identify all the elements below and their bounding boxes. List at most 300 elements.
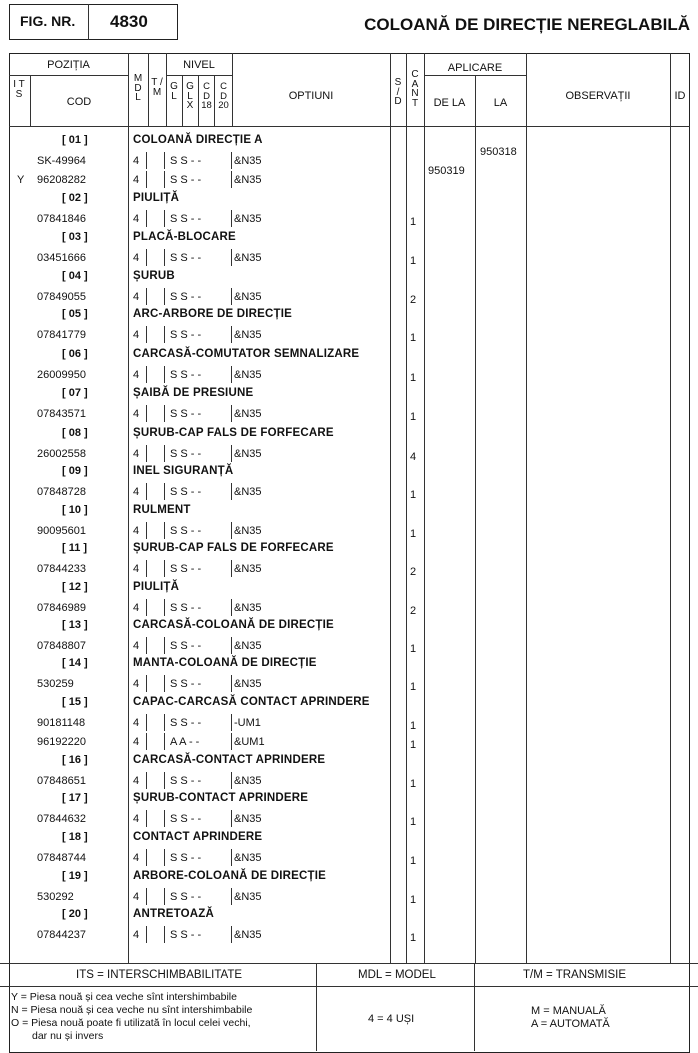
part-name: ARC-ARBORE DE DIRECȚIE [133,308,293,320]
part-name: CARCASĂ-CONTACT APRINDERE [133,754,326,766]
fig-number: 4830 [110,12,148,31]
part-code: 530259 [37,678,74,690]
legend-its-o2: dar nu și invers [32,1030,104,1042]
quantity-cell: 1 [410,216,417,228]
page-title: COLOANĂ DE DIRECȚIE NEREGLABILĂ [364,15,690,34]
position-number: [ 18 ] [62,831,88,843]
header-cant: C A N T [411,69,419,109]
cell-divider [146,405,147,422]
option-cell: &N35 [234,213,262,225]
cell-divider [231,926,232,943]
cell-divider [231,210,232,227]
model-cell: 4 [133,408,140,420]
part-name: ANTRETOAZĂ [133,908,215,920]
cell-divider [231,152,232,169]
from-date-cell: 950319 [428,165,465,177]
option-cell: &N35 [234,448,262,460]
cell-divider [146,326,147,343]
quantity-cell: 1 [410,816,417,828]
part-name: ȘURUB [133,270,175,282]
model-cell: 4 [133,213,140,225]
model-cell: 4 [133,291,140,303]
nivel-cell: S S - - [170,174,202,186]
legend-its-y: Y = Piesa nouă și cea veche sînt intershimbabile [11,991,237,1003]
model-cell: 4 [133,813,140,825]
part-name: CAPAC-CARCASĂ CONTACT APRINDERE [133,696,370,708]
option-cell: &N35 [234,291,262,303]
legend-divider-2 [474,963,475,1051]
quantity-cell: 1 [410,332,417,344]
cell-divider [146,522,147,539]
legend-top-line [0,963,698,964]
cell-divider [231,249,232,266]
cell-divider [146,288,147,305]
part-name: RULMENT [133,504,191,516]
header-nivel: NIVEL [183,59,215,71]
table-row [0,714,698,733]
header-its: I T S [13,79,25,100]
position-number: [ 14 ] [62,657,88,669]
nivel-cell: S S - - [170,213,202,225]
cell-divider [146,926,147,943]
part-name: CARCASĂ-COMUTATOR SEMNALIZARE [133,348,360,360]
section-header [0,426,698,445]
part-name: INEL SIGURANȚĂ [133,465,234,477]
section-header [0,791,698,810]
table-row [0,849,698,868]
legend-its-n: N = Piesa nouă și cea veche nu sînt intershimbabile [11,1004,253,1016]
position-number: [ 12 ] [62,581,88,593]
part-code: 90181148 [37,717,86,729]
nivel-cell: S S - - [170,640,202,652]
quantity-cell: 1 [410,855,417,867]
option-cell: -UM1 [234,717,261,729]
cell-divider [164,599,165,616]
option-cell: &N35 [234,525,262,537]
option-cell: &UM1 [234,736,265,748]
quantity-cell: 4 [410,451,417,463]
position-number: [ 11 ] [62,542,88,554]
nivel-cell: S S - - [170,329,202,341]
nivel-cell: S S - - [170,525,202,537]
part-code: 07844632 [37,813,86,825]
cell-divider [231,772,232,789]
model-cell: 4 [133,775,140,787]
position-number: [ 15 ] [62,696,88,708]
cell-divider [164,249,165,266]
cell-divider [231,599,232,616]
nivel-cell: S S - - [170,929,202,941]
option-cell: &N35 [234,775,262,787]
table-row [0,146,698,171]
legend-mid-line [0,986,698,987]
part-code: 07841846 [37,213,86,225]
part-name: ȘURUB-CAP FALS DE FORFECARE [133,542,334,554]
nivel-cell: S S - - [170,563,202,575]
cell-divider [146,637,147,654]
cell-divider [164,366,165,383]
section-header [0,541,698,560]
option-cell: &N35 [234,640,262,652]
nivel-cell: S S - - [170,678,202,690]
table-row [0,326,698,345]
legend-tm-m: M = MANUALĂ [531,1005,606,1017]
table-row [0,405,698,424]
part-name: ARBORE-COLOANĂ DE DIRECȚIE [133,870,327,882]
model-cell: 4 [133,486,140,498]
part-name: CONTACT APRINDERE [133,831,263,843]
col-line-gl [182,75,183,126]
header-cd18: C D 18 [201,81,212,111]
cell-divider [164,522,165,539]
table-row [0,560,698,579]
cell-divider [231,288,232,305]
aplicare-underline [424,75,526,76]
part-code: 26009950 [37,369,86,381]
cell-divider [231,171,232,188]
model-cell: 4 [133,678,140,690]
option-cell: &N35 [234,891,262,903]
part-code: 26002558 [37,448,86,460]
cell-divider [164,849,165,866]
cell-divider [164,733,165,750]
its-cell: Y [17,174,25,186]
nivel-cell: S S - - [170,408,202,420]
part-code: 07841779 [37,329,86,341]
legend-tm-title: T/M = TRANSMISIE [523,969,626,981]
option-cell: &N35 [234,155,262,167]
header-optiuni: OPTIUNI [288,90,334,102]
cell-divider [146,733,147,750]
quantity-cell: 1 [410,894,417,906]
table-row [0,249,698,268]
model-cell: 4 [133,174,140,186]
table-row [0,445,698,464]
legend-its-title: ITS = INTERSCHIMBABILITATE [76,969,243,981]
to-date-cell: 950318 [480,146,517,158]
cell-divider [164,405,165,422]
cell-divider [164,152,165,169]
option-cell: &N35 [234,252,262,264]
table-row [0,926,698,945]
part-code: 90095601 [37,525,86,537]
nivel-cell: S S - - [170,486,202,498]
model-cell: 4 [133,852,140,864]
model-cell: 4 [133,602,140,614]
part-name: COLOANĂ DIRECȚIE A [133,134,263,146]
cell-divider [231,405,232,422]
part-code: SK-49964 [37,155,86,167]
position-number: [ 19 ] [62,870,88,882]
quantity-cell: 1 [410,720,417,732]
cell-divider [231,366,232,383]
cell-divider [146,599,147,616]
section-header [0,869,698,888]
option-cell: &N35 [234,602,262,614]
section-header [0,307,698,326]
table-row [0,675,698,694]
position-number: [ 13 ] [62,619,88,631]
section-header [0,464,698,483]
legend-divider-1 [316,963,317,1051]
cell-divider [231,675,232,692]
cell-divider [164,675,165,692]
col-line-cd18 [214,75,215,126]
legend-tm-a: A = AUTOMATĂ [531,1018,610,1030]
nivel-cell: S S - - [170,813,202,825]
legend-mdl-title: MDL = MODEL [358,969,436,981]
header-glx: G L X [186,81,194,111]
part-code: 07844233 [37,563,86,575]
option-cell: &N35 [234,852,262,864]
quantity-cell: 1 [410,411,417,423]
quantity-cell: 1 [410,932,417,944]
nivel-cell: S S - - [170,369,202,381]
quantity-cell: 1 [410,489,417,501]
section-header [0,191,698,210]
table-row [0,483,698,502]
nivel-cell: S S - - [170,852,202,864]
header-observatii: OBSERVAȚII [565,90,631,102]
cell-divider [146,483,147,500]
option-cell: &N35 [234,563,262,575]
section-header [0,618,698,637]
position-number: [ 04 ] [62,270,88,282]
option-cell: &N35 [234,678,262,690]
model-cell: 4 [133,252,140,264]
header-bottom-line [9,126,690,127]
header-aplicare: APLICARE [447,62,503,74]
position-number: [ 07 ] [62,387,88,399]
section-header [0,695,698,714]
cell-divider [146,249,147,266]
col-line-cd20 [232,53,233,126]
part-code: 07844237 [37,929,86,941]
quantity-cell: 2 [410,566,417,578]
part-name: ȘURUB-CAP FALS DE FORFECARE [133,427,334,439]
table-row [0,599,698,618]
legend-mdl-value: 4 = 4 UȘI [368,1013,415,1025]
table-row [0,366,698,385]
part-name: MANTA-COLOANĂ DE DIRECȚIE [133,657,317,669]
part-name: PIULIȚĂ [133,192,180,204]
model-cell: 4 [133,929,140,941]
cell-divider [164,888,165,905]
cell-divider [231,483,232,500]
header-la: LA [493,97,508,109]
pozitia-underline [9,75,128,76]
part-code: 07848651 [37,775,86,787]
cell-divider [146,772,147,789]
section-header [0,907,698,926]
position-number: [ 17 ] [62,792,88,804]
position-number: [ 08 ] [62,427,88,439]
cell-divider [231,522,232,539]
model-cell: 4 [133,155,140,167]
nivel-cell: S S - - [170,291,202,303]
table-row [0,888,698,907]
cell-divider [164,772,165,789]
model-cell: 4 [133,329,140,341]
cell-divider [146,888,147,905]
cell-divider [146,810,147,827]
quantity-cell: 1 [410,528,417,540]
nivel-cell: S S - - [170,717,202,729]
quantity-cell: 1 [410,739,417,751]
cell-divider [146,152,147,169]
cell-divider [146,171,147,188]
header-sd: S / D [394,77,402,107]
table-row [0,772,698,791]
model-cell: 4 [133,640,140,652]
position-number: [ 16 ] [62,754,88,766]
position-number: [ 09 ] [62,465,88,477]
model-cell: 4 [133,736,140,748]
quantity-cell: 1 [410,681,417,693]
cell-divider [231,733,232,750]
option-cell: &N35 [234,369,262,381]
quantity-cell: 2 [410,294,417,306]
fig-label: FIG. NR. [20,13,76,29]
part-code: 07848807 [37,640,86,652]
position-number: [ 20 ] [62,908,88,920]
position-number: [ 10 ] [62,504,88,516]
part-code: 530292 [37,891,74,903]
cell-divider [146,849,147,866]
part-code: 07846989 [37,602,86,614]
option-cell: &N35 [234,486,262,498]
part-name: ȘURUB-CONTACT APRINDERE [133,792,309,804]
table-row [0,210,698,229]
legend-its-o1: O = Piesa nouă poate fi utilizată în locul celei vechi, [11,1017,251,1029]
cell-divider [231,888,232,905]
nivel-cell: A A - - [170,736,200,748]
cell-divider [164,714,165,731]
option-cell: &N35 [234,813,262,825]
position-number: [ 02 ] [62,192,88,204]
cell-divider [231,560,232,577]
model-cell: 4 [133,717,140,729]
quantity-cell: 1 [410,255,417,267]
part-name: ȘAIBĂ DE PRESIUNE [133,387,254,399]
section-header [0,830,698,849]
cell-divider [146,366,147,383]
table-row [0,288,698,307]
section-header [0,753,698,772]
quantity-cell: 1 [410,778,417,790]
cell-divider [231,849,232,866]
cell-divider [164,171,165,188]
nivel-cell: S S - - [170,891,202,903]
cell-divider [146,675,147,692]
header-tm: T / M [151,77,163,98]
position-number: [ 05 ] [62,308,88,320]
section-header [0,386,698,405]
cell-divider [164,210,165,227]
section-header [0,503,698,522]
header-cod: COD [66,96,92,108]
part-code: 07848744 [37,852,86,864]
cell-divider [231,810,232,827]
table-row [0,637,698,656]
option-cell: &N35 [234,329,262,341]
header-id: ID [674,90,686,102]
fig-box-divider [88,4,89,40]
cell-divider [231,445,232,462]
part-code: 96192220 [37,736,86,748]
option-cell: &N35 [234,929,262,941]
cell-divider [231,326,232,343]
table-row [0,810,698,829]
section-header [0,656,698,675]
header-mdl: M D L [133,73,143,103]
quantity-cell: 2 [410,605,417,617]
table-row [0,165,698,190]
header-pozitia: POZIȚIA [47,59,90,71]
model-cell: 4 [133,525,140,537]
header-cd20: C D 20 [218,81,229,111]
model-cell: 4 [133,563,140,575]
nivel-cell: S S - - [170,155,202,167]
position-number: [ 03 ] [62,231,88,243]
cell-divider [231,637,232,654]
cell-divider [231,714,232,731]
section-header [0,269,698,288]
cell-divider [164,926,165,943]
cell-divider [164,483,165,500]
section-header [0,580,698,599]
section-header [0,230,698,249]
cell-divider [146,560,147,577]
part-code: 07848728 [37,486,86,498]
position-number: [ 06 ] [62,348,88,360]
model-cell: 4 [133,369,140,381]
header-de-la: DE LA [433,97,466,109]
part-code: 03451666 [37,252,86,264]
part-name: PIULIȚĂ [133,581,180,593]
option-cell: &N35 [234,408,262,420]
model-cell: 4 [133,891,140,903]
part-code: 07843571 [37,408,86,420]
table-row [0,733,698,752]
quantity-cell: 1 [410,372,417,384]
nivel-underline [166,75,232,76]
section-header [0,133,698,152]
nivel-cell: S S - - [170,448,202,460]
nivel-cell: S S - - [170,775,202,787]
part-code: 96208282 [37,174,86,186]
option-cell: &N35 [234,174,262,186]
model-cell: 4 [133,448,140,460]
nivel-cell: S S - - [170,252,202,264]
cell-divider [146,210,147,227]
quantity-cell: 1 [410,643,417,655]
cell-divider [164,560,165,577]
cell-divider [164,637,165,654]
position-number: [ 01 ] [62,134,88,146]
part-name: CARCASĂ-COLOANĂ DE DIRECȚIE [133,619,334,631]
cell-divider [164,326,165,343]
part-code: 07849055 [37,291,86,303]
section-header [0,347,698,366]
cell-divider [164,445,165,462]
col-line-mdl [148,53,149,126]
cell-divider [146,714,147,731]
part-name: PLACĂ-BLOCARE [133,231,236,243]
header-gl: G L [170,81,178,102]
cell-divider [146,445,147,462]
nivel-cell: S S - - [170,602,202,614]
